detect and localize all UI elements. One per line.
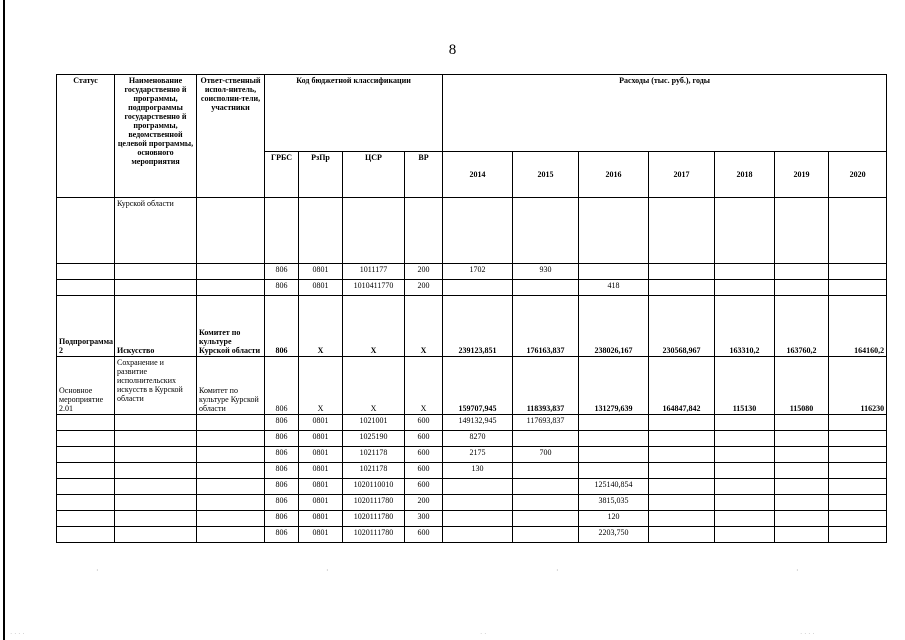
row-grbs: 806 bbox=[265, 463, 299, 479]
row-value bbox=[829, 415, 887, 431]
row-value: 164160,2 bbox=[829, 296, 887, 357]
row-value bbox=[775, 463, 829, 479]
row-grbs: 806 bbox=[265, 296, 299, 357]
scan-speckles bbox=[56, 566, 886, 576]
row-name bbox=[115, 415, 197, 431]
row-vr: 600 bbox=[405, 463, 443, 479]
header-status: Статус bbox=[57, 75, 115, 198]
row-value bbox=[775, 264, 829, 280]
row-name bbox=[115, 479, 197, 495]
row-value bbox=[829, 495, 887, 511]
row-value bbox=[579, 447, 649, 463]
row-value: 164847,842 bbox=[649, 357, 715, 415]
row-rzpr: 0801 bbox=[299, 447, 343, 463]
row-value bbox=[579, 264, 649, 280]
row-vr: 300 bbox=[405, 511, 443, 527]
row-value: 115130 bbox=[715, 357, 775, 415]
row-csr: 1021178 bbox=[343, 447, 405, 463]
row-status bbox=[57, 447, 115, 463]
speckle: · bbox=[96, 566, 99, 575]
row-value bbox=[829, 431, 887, 447]
row-value: 418 bbox=[579, 280, 649, 296]
table-row bbox=[57, 431, 887, 447]
row-value bbox=[775, 511, 829, 527]
row-grbs: 806 bbox=[265, 495, 299, 511]
row-vr: Х bbox=[405, 296, 443, 357]
row-value: 118393,837 bbox=[513, 357, 579, 415]
header-year: 2015 bbox=[513, 152, 579, 198]
table-row bbox=[57, 527, 887, 543]
row-status bbox=[57, 527, 115, 543]
row-value bbox=[579, 415, 649, 431]
row-grbs: 806 bbox=[265, 479, 299, 495]
row-name bbox=[115, 527, 197, 543]
header-year: 2014 bbox=[443, 152, 513, 198]
row-status bbox=[57, 495, 115, 511]
row-value: 8270 bbox=[443, 431, 513, 447]
header-year: 2020 bbox=[829, 152, 887, 198]
budget-table bbox=[56, 74, 887, 543]
page-number: 8 bbox=[448, 42, 457, 58]
row-value: 159707,945 bbox=[443, 357, 513, 415]
row-value bbox=[443, 280, 513, 296]
row-rzpr: 0801 bbox=[299, 280, 343, 296]
row-value: 930 bbox=[513, 264, 579, 280]
row-value: 2203,750 bbox=[579, 527, 649, 543]
row-vr: 600 bbox=[405, 431, 443, 447]
header-year: 2017 bbox=[649, 152, 715, 198]
row-value bbox=[443, 198, 513, 264]
row-value: 131279,639 bbox=[579, 357, 649, 415]
row-responsible bbox=[197, 511, 265, 527]
speckle: · bbox=[556, 566, 559, 575]
row-value bbox=[579, 198, 649, 264]
table-row bbox=[57, 280, 887, 296]
row-value bbox=[649, 495, 715, 511]
row-name bbox=[115, 511, 197, 527]
speckle: · bbox=[796, 566, 799, 575]
row-vr: 600 bbox=[405, 415, 443, 431]
row-value bbox=[775, 280, 829, 296]
row-value bbox=[443, 527, 513, 543]
row-responsible bbox=[197, 198, 265, 264]
row-value bbox=[649, 415, 715, 431]
page-edge-rule bbox=[3, 0, 5, 640]
row-value bbox=[649, 511, 715, 527]
row-responsible: Комитет по культуре Курской области bbox=[197, 296, 265, 357]
row-value bbox=[715, 527, 775, 543]
row-rzpr: 0801 bbox=[299, 527, 343, 543]
row-responsible bbox=[197, 415, 265, 431]
table-row bbox=[57, 479, 887, 495]
table-row bbox=[57, 511, 887, 527]
row-value: 117693,837 bbox=[513, 415, 579, 431]
row-value bbox=[513, 280, 579, 296]
header-csr: ЦСР bbox=[343, 152, 405, 198]
row-value: 163760,2 bbox=[775, 296, 829, 357]
row-value bbox=[775, 198, 829, 264]
row-value: 115080 bbox=[775, 357, 829, 415]
row-status bbox=[57, 198, 115, 264]
row-responsible bbox=[197, 431, 265, 447]
row-grbs: 806 bbox=[265, 527, 299, 543]
row-value bbox=[579, 431, 649, 447]
row-status bbox=[57, 280, 115, 296]
row-value bbox=[715, 479, 775, 495]
table-row bbox=[57, 264, 887, 280]
row-name: Курской области bbox=[115, 198, 197, 264]
row-rzpr: 0801 bbox=[299, 431, 343, 447]
row-csr: 1011177 bbox=[343, 264, 405, 280]
header-vr: ВР bbox=[405, 152, 443, 198]
row-value bbox=[829, 479, 887, 495]
row-value bbox=[715, 415, 775, 431]
row-responsible bbox=[197, 463, 265, 479]
header-name: Наименование государственно й программы, подпрограммы государственно й программы, ведомственной целевой программы, основного мероприятия bbox=[115, 75, 197, 198]
row-name bbox=[115, 463, 197, 479]
table-row bbox=[57, 198, 887, 264]
row-grbs: 806 bbox=[265, 511, 299, 527]
row-responsible bbox=[197, 280, 265, 296]
row-value bbox=[829, 198, 887, 264]
row-value bbox=[649, 479, 715, 495]
subprogram-row bbox=[57, 296, 887, 357]
row-csr: 1020111780 bbox=[343, 495, 405, 511]
row-value bbox=[715, 280, 775, 296]
row-name bbox=[115, 431, 197, 447]
header-year: 2019 bbox=[775, 152, 829, 198]
row-value bbox=[513, 479, 579, 495]
table-row bbox=[57, 415, 887, 431]
row-value bbox=[829, 511, 887, 527]
row-rzpr: 0801 bbox=[299, 463, 343, 479]
header-responsible: Ответ-ственный испол-нитель, соисполни-тели, участники bbox=[197, 75, 265, 198]
row-value: 3815,035 bbox=[579, 495, 649, 511]
row-status bbox=[57, 415, 115, 431]
row-value: 230568,967 bbox=[649, 296, 715, 357]
row-csr: 1010411770 bbox=[343, 280, 405, 296]
row-value bbox=[513, 198, 579, 264]
row-value: 238026,167 bbox=[579, 296, 649, 357]
row-value: 700 bbox=[513, 447, 579, 463]
row-value bbox=[715, 495, 775, 511]
row-rzpr: 0801 bbox=[299, 495, 343, 511]
row-grbs: 806 bbox=[265, 264, 299, 280]
row-value bbox=[715, 198, 775, 264]
row-rzpr: Х bbox=[299, 296, 343, 357]
speckle: · bbox=[326, 566, 329, 575]
row-value: 239123,851 bbox=[443, 296, 513, 357]
row-csr: 1020111780 bbox=[343, 527, 405, 543]
row-value bbox=[443, 511, 513, 527]
header-code-group: Код бюджетной классификации bbox=[265, 75, 443, 152]
row-value: 130 bbox=[443, 463, 513, 479]
row-value bbox=[443, 479, 513, 495]
row-status bbox=[57, 463, 115, 479]
row-value: 163310,2 bbox=[715, 296, 775, 357]
row-status: Основное мероприятие 2.01 bbox=[57, 357, 115, 415]
row-vr: 600 bbox=[405, 479, 443, 495]
header-year: 2018 bbox=[715, 152, 775, 198]
header-year: 2016 bbox=[579, 152, 649, 198]
row-csr: 1020110010 bbox=[343, 479, 405, 495]
row-name: Искусство bbox=[115, 296, 197, 357]
row-value: 149132,945 bbox=[443, 415, 513, 431]
row-grbs: 806 bbox=[265, 431, 299, 447]
row-status bbox=[57, 511, 115, 527]
row-vr bbox=[405, 198, 443, 264]
row-rzpr: 0801 bbox=[299, 511, 343, 527]
row-csr: 1025190 bbox=[343, 431, 405, 447]
row-responsible bbox=[197, 495, 265, 511]
header-expenses-group: Расходы (тыс. руб.), годы bbox=[443, 75, 887, 152]
row-value bbox=[513, 431, 579, 447]
row-vr: Х bbox=[405, 357, 443, 415]
row-name bbox=[115, 495, 197, 511]
row-status: Подпрограмма 2 bbox=[57, 296, 115, 357]
row-value bbox=[715, 447, 775, 463]
row-value: 116230 bbox=[829, 357, 887, 415]
scan-bottom-artifacts bbox=[0, 630, 905, 640]
row-value bbox=[715, 431, 775, 447]
row-value bbox=[775, 479, 829, 495]
main-activity-row bbox=[57, 357, 887, 415]
row-name bbox=[115, 280, 197, 296]
row-grbs: 806 bbox=[265, 280, 299, 296]
row-csr: 1020111780 bbox=[343, 511, 405, 527]
row-value bbox=[649, 527, 715, 543]
row-name: Сохранение и развитие исполнительских искусств в Курской области bbox=[115, 357, 197, 415]
row-name bbox=[115, 447, 197, 463]
row-value bbox=[579, 463, 649, 479]
row-value bbox=[715, 463, 775, 479]
row-rzpr: 0801 bbox=[299, 479, 343, 495]
row-status bbox=[57, 479, 115, 495]
row-value bbox=[715, 264, 775, 280]
row-value bbox=[513, 463, 579, 479]
row-grbs: 806 bbox=[265, 447, 299, 463]
row-value: 1702 bbox=[443, 264, 513, 280]
row-vr: 200 bbox=[405, 280, 443, 296]
row-status bbox=[57, 431, 115, 447]
row-value bbox=[513, 495, 579, 511]
row-value bbox=[649, 463, 715, 479]
table-row bbox=[57, 463, 887, 479]
row-value bbox=[829, 264, 887, 280]
row-rzpr bbox=[299, 198, 343, 264]
row-value bbox=[829, 527, 887, 543]
row-vr: 600 bbox=[405, 447, 443, 463]
row-grbs: 806 bbox=[265, 357, 299, 415]
row-csr bbox=[343, 198, 405, 264]
speckle: · · bbox=[480, 630, 487, 638]
row-rzpr: Х bbox=[299, 357, 343, 415]
row-name bbox=[115, 264, 197, 280]
row-csr: 1021001 bbox=[343, 415, 405, 431]
row-csr: 1021178 bbox=[343, 463, 405, 479]
row-value: 2175 bbox=[443, 447, 513, 463]
row-value bbox=[649, 280, 715, 296]
header-row bbox=[57, 75, 887, 152]
row-responsible bbox=[197, 527, 265, 543]
row-value bbox=[649, 447, 715, 463]
row-value bbox=[775, 447, 829, 463]
header-grbs: ГРБС bbox=[265, 152, 299, 198]
speckle: · · · · bbox=[10, 630, 25, 638]
row-responsible bbox=[197, 264, 265, 280]
row-value bbox=[829, 447, 887, 463]
row-responsible: Комитет по культуре Курской области bbox=[197, 357, 265, 415]
row-value: 120 bbox=[579, 511, 649, 527]
row-value: 125140,854 bbox=[579, 479, 649, 495]
row-value bbox=[715, 511, 775, 527]
row-value bbox=[829, 280, 887, 296]
row-value bbox=[443, 495, 513, 511]
row-value bbox=[513, 527, 579, 543]
row-vr: 200 bbox=[405, 495, 443, 511]
row-csr: Х bbox=[343, 296, 405, 357]
row-vr: 200 bbox=[405, 264, 443, 280]
row-vr: 600 bbox=[405, 527, 443, 543]
row-value bbox=[649, 264, 715, 280]
row-responsible bbox=[197, 479, 265, 495]
row-value bbox=[829, 463, 887, 479]
row-value bbox=[649, 431, 715, 447]
table-row bbox=[57, 447, 887, 463]
row-csr: Х bbox=[343, 357, 405, 415]
row-status bbox=[57, 264, 115, 280]
row-grbs: 806 bbox=[265, 415, 299, 431]
row-value bbox=[649, 198, 715, 264]
row-value: 176163,837 bbox=[513, 296, 579, 357]
row-value bbox=[775, 415, 829, 431]
row-grbs bbox=[265, 198, 299, 264]
table-row bbox=[57, 495, 887, 511]
row-rzpr: 0801 bbox=[299, 415, 343, 431]
row-rzpr: 0801 bbox=[299, 264, 343, 280]
row-value bbox=[513, 511, 579, 527]
row-value bbox=[775, 431, 829, 447]
header-rzpr: РзПр bbox=[299, 152, 343, 198]
row-value bbox=[775, 495, 829, 511]
row-responsible bbox=[197, 447, 265, 463]
row-value bbox=[775, 527, 829, 543]
speckle: · · · · bbox=[800, 630, 815, 638]
